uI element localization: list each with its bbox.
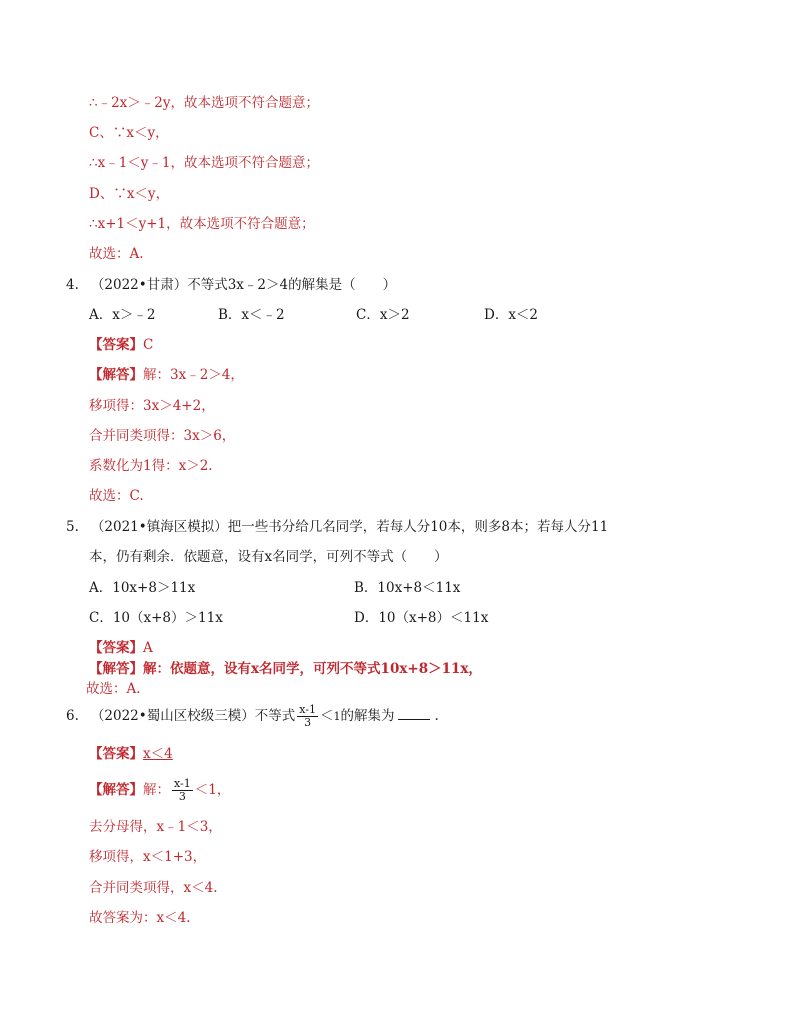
fraction-numerator: x-1 xyxy=(299,703,316,716)
answer-line xyxy=(89,745,173,763)
answer-line xyxy=(89,336,153,354)
answer-value: x＜4 xyxy=(143,746,173,762)
fraction xyxy=(172,778,193,803)
question-stem-tail: 的解集为 xyxy=(340,708,395,724)
solution-line: 去分母得，x﹣1＜3， xyxy=(89,819,222,835)
solution-text-rhs: ＜1， xyxy=(194,782,231,798)
solution-text: 解：依题意，设有x名同学，可列不等式10x+8＞11x， xyxy=(143,661,482,677)
solution-line: ∴x+1＜y+1，故本选项不符合题意； xyxy=(89,216,315,232)
option-b: B．10x+8＜11x xyxy=(354,580,461,596)
question-number: 5. xyxy=(66,519,79,535)
solution-text: 解：3x﹣2＞4， xyxy=(143,367,244,383)
question-stem: （2021•镇海区模拟）把一些书分给几名同学，若每人分10本，则多8本；若每人分11 xyxy=(90,519,609,535)
solution-line: D、∵x＜y， xyxy=(89,186,170,202)
solution-line: ∴x﹣1＜y﹣1，故本选项不符合题意； xyxy=(89,155,320,171)
fraction-denominator: 3 xyxy=(178,790,186,803)
solution-line: 系数化为1得：x＞2. xyxy=(89,458,213,474)
option-a: A．10x+8＞11x xyxy=(89,580,196,596)
answer-line xyxy=(89,639,153,657)
solution-conclusion: 故选：A. xyxy=(86,681,141,697)
question-stem-line2: 本，仍有剩余．依题意，设有x名同学，可列不等式（ ） xyxy=(89,549,448,565)
answer-label: 【答案】 xyxy=(89,640,143,656)
question-6 xyxy=(66,704,439,729)
solution-line: 故选：A. xyxy=(89,246,144,262)
solution-line xyxy=(89,660,482,678)
solution-label: 【解答】 xyxy=(89,367,143,383)
option-c: C．10（x+8）＞11x xyxy=(89,610,223,626)
question-number: 4. xyxy=(66,277,79,293)
solution-line: 故选：C. xyxy=(89,488,144,504)
answer-label: 【答案】 xyxy=(89,746,143,762)
solution-label: 【解答】 xyxy=(89,782,143,798)
solution-line: 故答案为：x＜4. xyxy=(89,910,191,926)
answer-value: C xyxy=(143,337,154,353)
solution-label: 【解答】 xyxy=(89,661,143,677)
question-4 xyxy=(66,276,396,294)
solution-line xyxy=(89,778,230,803)
rhs-one: 1 xyxy=(333,710,341,723)
solution-text: 解： xyxy=(143,782,170,798)
answer-label: 【答案】 xyxy=(89,337,143,353)
solution-line: 移项得：3x＞4+2， xyxy=(89,398,215,414)
fraction xyxy=(297,704,318,729)
option-d: D．x＜2 xyxy=(484,307,539,323)
fraction-numerator: x-1 xyxy=(174,777,191,790)
solution-line: ∴﹣2x＞﹣2y，故本选项不符合题意； xyxy=(89,95,320,111)
question-stem: （2022•蜀山区校级三模）不等式 xyxy=(90,708,296,724)
answer-blank xyxy=(398,706,430,720)
less-than-sign: ＜ xyxy=(319,708,334,724)
solution-line xyxy=(89,366,244,384)
question-stem: （2022•甘肃）不等式3x﹣2＞4的解集是（ ） xyxy=(90,277,397,293)
option-c: C．x＞2 xyxy=(356,307,410,323)
solution-line: 合并同类项得：3x＞6， xyxy=(89,428,236,444)
option-b: B．x＜﹣2 xyxy=(218,307,285,323)
fraction-denominator: 3 xyxy=(304,716,312,729)
answer-value: A xyxy=(143,640,153,656)
option-d: D．10（x+8）＜11x xyxy=(354,610,489,626)
question-stem-end: . xyxy=(434,708,439,724)
question-number: 6. xyxy=(66,708,79,724)
option-a: A．x＞﹣2 xyxy=(89,307,156,323)
solution-line: 合并同类项得，x＜4. xyxy=(89,880,218,896)
question-5 xyxy=(66,518,608,536)
solution-line: 移项得，x＜1+3， xyxy=(89,849,207,865)
solution-line: C、∵x＜y， xyxy=(89,125,169,141)
